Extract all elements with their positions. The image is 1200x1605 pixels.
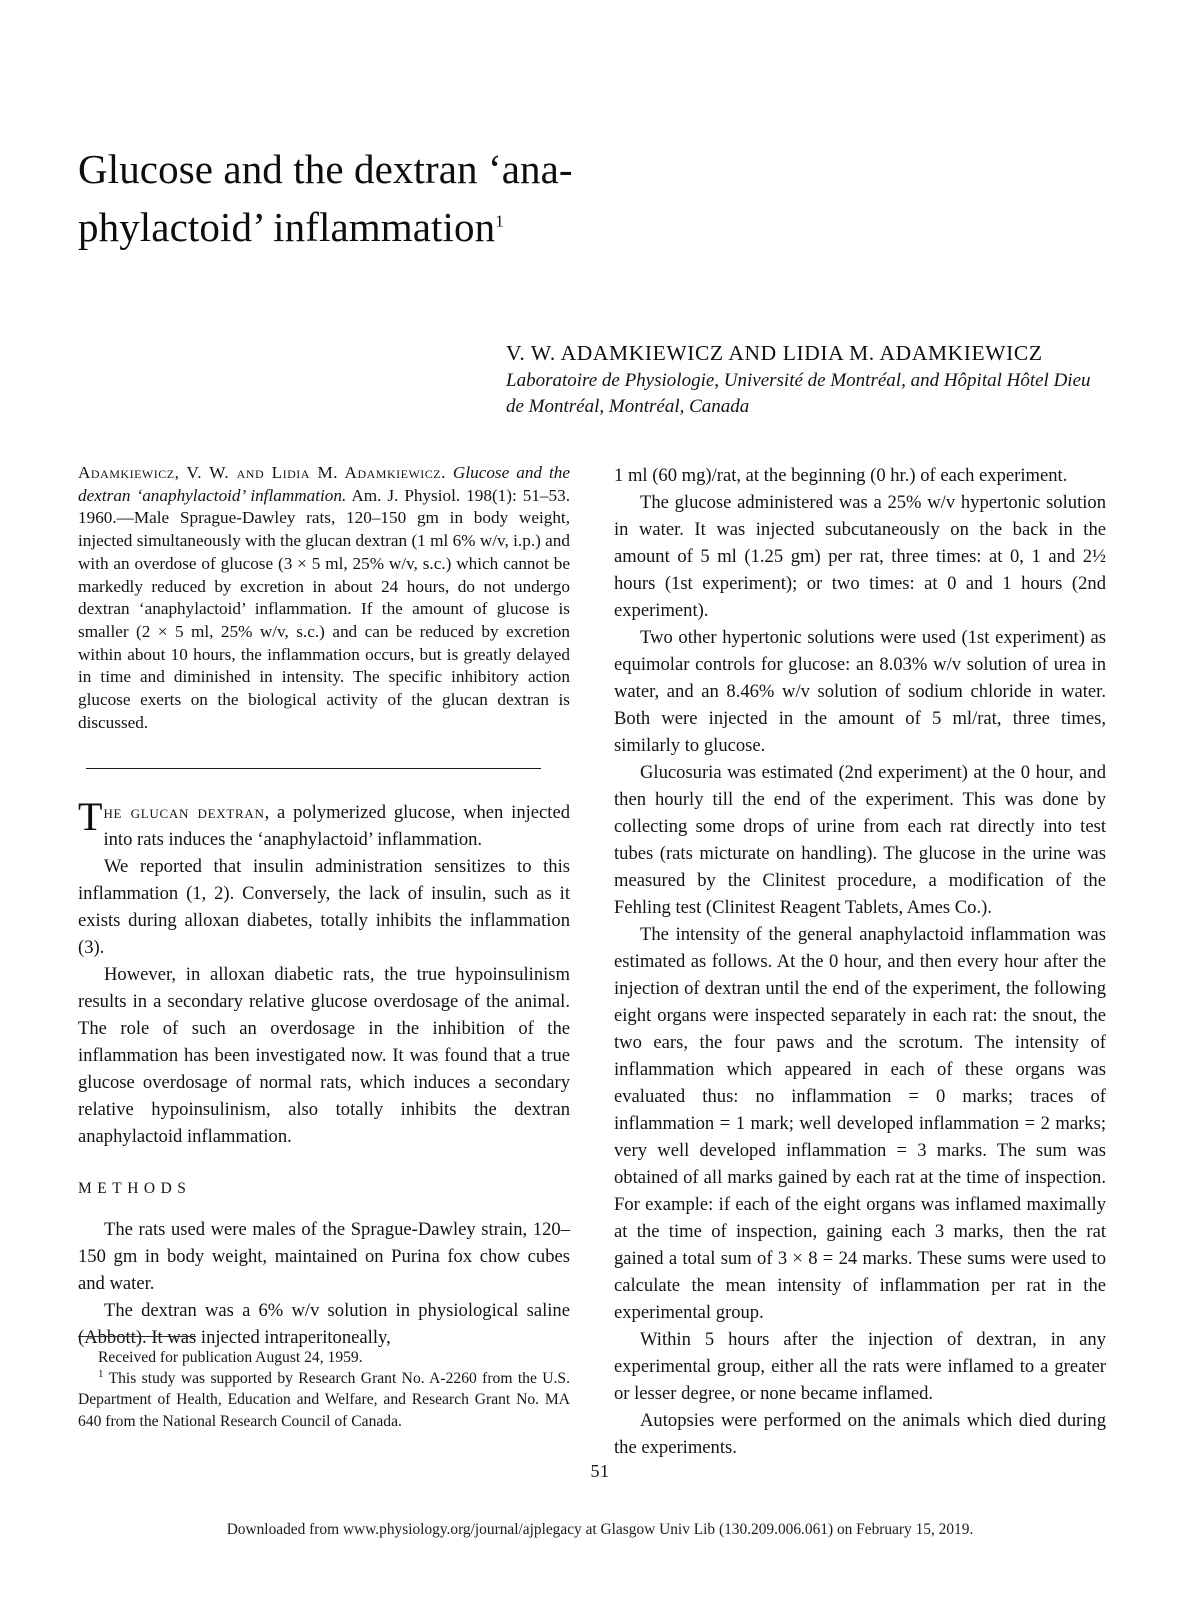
author-names: V. W. ADAMKIEWICZ AND LIDIA M. ADAMKIEWICZ	[506, 341, 1043, 365]
footnote-grant-text: This study was supported by Research Grant No. A-2260 from the U.S. Department of Health, Education and Welfare, and Research Grant No. MA 640 from the National Research Council of Canada.	[78, 1370, 570, 1430]
right-paragraph-5: The intensity of the general anaphylactoid inflammation was estimated as follows. At the 0 hour, and then every hour after the injection of dextran until the end of the experiment, the following eight organs were inspected separately in each rat: the snout, the two ears, the four paws and the scrotum. The intensity of inflammation which appeared in each of these organs was evaluated thus: no inflammation = 0 marks; traces of inflammation = 1 mark; well developed inflammation = 2 marks; very well developed inflammation = 3 marks. The sum was obtained of all marks gained by each rat at the time of inspection. For example: if each of the eight organs was inflamed maximally at the time of inspection, gaining each 3 marks, then the rat gained a total sum of 3 × 8 = 24 marks. These sums were used to calculate the mean intensity of inflammation per rat in the experimental group.	[614, 924, 1106, 1323]
methods-heading: METHODS	[78, 1180, 192, 1198]
footnote-received: Received for publication August 24, 1959.	[98, 1349, 363, 1366]
page-title	[78, 140, 718, 256]
abstract-citation-authors: Adamkiewicz, V. W. and Lidia M. Adamkiewicz.	[78, 463, 446, 482]
right-paragraph-4: Glucosuria was estimated (2nd experiment) at the 0 hour, and then hourly till the end of the experiment. This was done by collecting some drops of urine from each rat directly into test tubes (rats micturate on handling). The glucose in the urine was measured by the Clinitest procedure, a modification of the Fehling test (Clinitest Reagent Tablets, Ames Co.).	[614, 762, 1106, 918]
abstract-body: Male Sprague-Dawley rats, 120–150 gm in body weight, injected simultaneously with the glucan dextran (1 ml 6% w/v, i.p.) and with an overdose of glucose (3 × 5 ml, 25% w/v, s.c.) which cannot be markedly reduced by excretion in about 24 hours, do not undergo dextran ‘anaphylactoid’ inflammation. If the amount of glucose is smaller (2 × 5 ml, 25% w/v, s.c.) and can be reduced by excretion within about 10 hours, the inflammation occurs, but is greatly delayed in time and diminished in intensity. The specific inhibitory action glucose exerts on the biological activity of the glucan dextran is discussed.	[78, 508, 570, 732]
footnote-grant	[78, 1368, 570, 1432]
right-paragraph-6: Within 5 hours after the injection of dextran, in any experimental group, either all the rats were inflamed to a greater or lesser degree, or none became inflamed.	[614, 1329, 1106, 1404]
title-footnote-marker: 1	[495, 211, 504, 231]
abstract	[78, 462, 570, 734]
title-line-1: Glucose and the dextran ‘ana-	[78, 146, 573, 192]
left-column	[78, 462, 570, 1351]
abstract-citation-source: Am. J. Physiol. 198(1): 51–53. 1960.—	[78, 485, 570, 528]
intro-rest: , a polymerized glucose, when injected into rats induces the ‘anaphylactoid’ inflammation.	[103, 802, 571, 851]
right-column	[614, 462, 1106, 1461]
paragraph-3: However, in alloxan diabetic rats, the true hypoinsulinism results in a secondary relative glucose overdosage of the animal. The role of such an overdosage in the inhibition of the inflammation has been investigated now. It was found that a true glucose overdosage of normal rats, which induces a secondary relative hypoinsulinism, also totally inhibits the dextran anaphylactoid inflammation.	[78, 964, 570, 1148]
footnote-grant-marker: 1	[98, 1368, 104, 1381]
paragraph-2: We reported that insulin administration sensitizes to this inflammation (1, 2). Conversely, the lack of insulin, such as it exists during alloxan diabetes, totally inhibits the inflammation (3).	[78, 856, 570, 959]
title-line-2-text: phylactoid’ inflammation	[78, 204, 496, 250]
right-paragraph-3: Two other hypertonic solutions were used (1st experiment) as equimolar controls for glucose: an 8.03% w/v solution of urea in water, and an 8.46% w/v solution of sodium chloride in water. Both were injected in the amount of 5 ml/rat, three times, similarly to glucose.	[614, 627, 1106, 756]
page-number: 51	[590, 1461, 610, 1481]
download-watermark: Downloaded from www.physiology.org/journal/ajplegacy at Glasgow Univ Lib (130.209.006.061) on February 15, 2019.	[226, 1521, 974, 1538]
intro-paragraph	[78, 794, 571, 853]
right-paragraph-7: Autopsies were performed on the animals which died during the experiments.	[614, 1410, 1106, 1458]
affiliation-line-2: de Montréal, Montréal, Canada	[506, 396, 750, 417]
title-line-2	[78, 198, 718, 256]
affiliation-line-1: Laboratoire de Physiologie, Université de Montréal, and Hôpital Hôtel Dieu	[506, 370, 1091, 391]
footnote-area	[78, 1336, 570, 1432]
methods-paragraph-2: The dextran was a 6% w/v solution in physiological saline (Abbott). It was injected intraperitoneally,	[78, 1300, 570, 1349]
drop-cap: T	[78, 794, 103, 840]
intro-smallcaps: he glucan dextran	[103, 802, 265, 824]
abstract-citation-title: Glucose and the dextran ‘anaphylactoid’ inflammation.	[78, 463, 571, 505]
right-paragraph-1: 1 ml (60 mg)/rat, at the beginning (0 hr.) of each experiment.	[614, 465, 1068, 486]
footnote-rule	[78, 1336, 196, 1337]
author-block	[506, 338, 1106, 420]
right-paragraph-2: The glucose administered was a 25% w/v hypertonic solution in water. It was injected subcutaneously on the back in the amount of 5 ml (1.25 gm) per rat, three times: at 0, 1 and 2½ hours (1st experiment); or two times: at 0 and 1 hours (2nd experiment).	[614, 492, 1106, 621]
section-divider-rule	[86, 768, 541, 769]
methods-paragraph-1: The rats used were males of the Sprague-Dawley strain, 120–150 gm in body weight, maintained on Purina fox chow cubes and water.	[78, 1219, 570, 1295]
